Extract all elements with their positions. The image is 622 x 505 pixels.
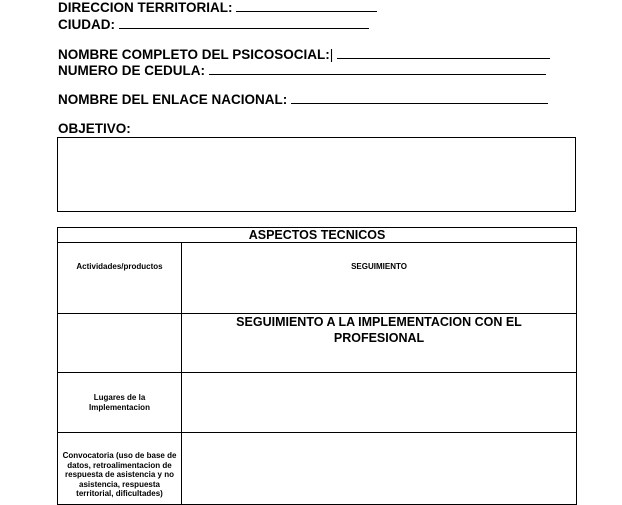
lugares-implementacion-cell[interactable] (182, 373, 577, 433)
aspectos-tecnicos-table (57, 227, 577, 505)
direccion-territorial-blank[interactable] (236, 0, 377, 12)
nombre-psicosocial-label: NOMBRE COMPLETO DEL PSICOSOCIAL: (58, 47, 330, 62)
nombre-psicosocial-blank[interactable] (337, 46, 550, 59)
aspectos-tecnicos-title: ASPECTOS TECNICOS (58, 228, 577, 243)
nombre-enlace-field[interactable] (58, 91, 548, 108)
numero-cedula-field[interactable] (58, 62, 546, 79)
seguimiento-header: SEGUIMIENTO (182, 243, 577, 314)
activities-cell-1[interactable] (58, 314, 182, 373)
ciudad-label: CIUDAD: (58, 17, 115, 32)
direccion-territorial-field[interactable] (58, 0, 377, 16)
ciudad-field[interactable] (58, 16, 369, 33)
ciudad-blank[interactable] (119, 16, 369, 29)
text-cursor-icon: | (329, 47, 334, 62)
direccion-territorial-label: DIRECCION TERRITORIAL: (58, 0, 233, 15)
convocatoria-cell[interactable] (182, 433, 577, 505)
objetivo-label: OBJETIVO: (58, 121, 131, 136)
nombre-enlace-label: NOMBRE DEL ENLACE NACIONAL: (58, 92, 288, 107)
numero-cedula-blank[interactable] (209, 62, 546, 75)
lugares-implementacion-label: Lugares de la Implementacion (58, 373, 182, 433)
objetivo-box[interactable] (57, 137, 576, 212)
seguimiento-profesional-text: SEGUIMIENTO A LA IMPLEMENTACION CON EL PROFESIONAL (182, 314, 577, 373)
convocatoria-label: Convocatoria (uso de base de datos, retroalimentacion de respuesta de asistencia y no asistencia, respuesta territorial, dificultades) (58, 433, 182, 505)
numero-cedula-label: NUMERO DE CEDULA: (58, 63, 205, 78)
nombre-enlace-blank[interactable] (291, 91, 548, 104)
activities-header: Actividades/productos (58, 243, 182, 314)
nombre-psicosocial-field[interactable] (58, 46, 550, 63)
